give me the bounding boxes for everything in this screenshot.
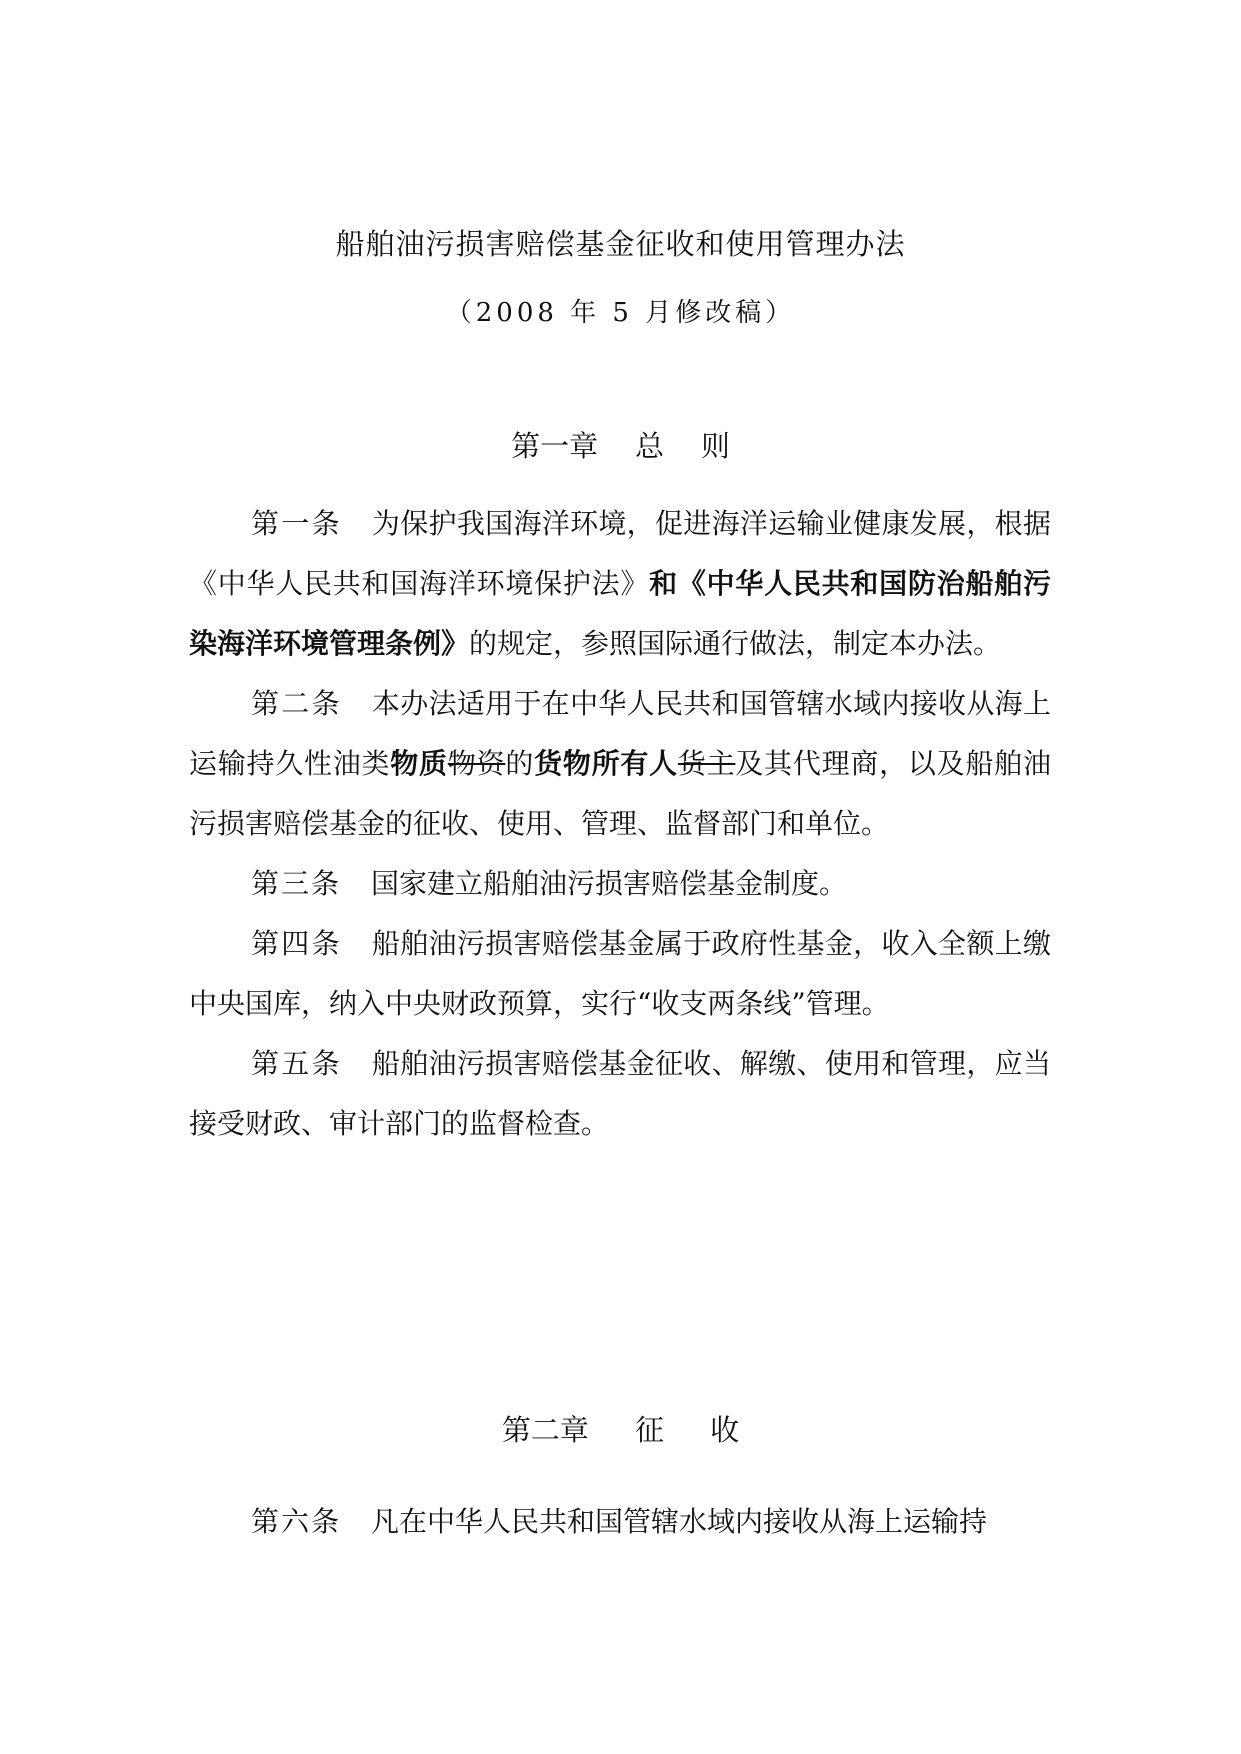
chapter-heading-1: 第一章 总 则 [511, 429, 730, 463]
article-text-bold: 和《中华人民共和国防治船舶污染海洋环境管理条例》 [189, 567, 1051, 660]
article-text: 凡在中华人民共和国管辖水域内接收从海上运输持 [371, 1505, 988, 1538]
deleted-text: 物资 [447, 747, 506, 780]
article-number: 第六条 [251, 1505, 342, 1538]
article-text: 的 [505, 747, 535, 780]
article-4 [189, 914, 1051, 1034]
article-text: 船舶油污损害赔偿基金属于政府性基金，收入全额上缴中央国库，纳入中央财政预算，实行“收支两条线”管理。 [189, 927, 1051, 1020]
inserted-text: 货物所有人 [534, 747, 678, 780]
article-6 [189, 1492, 1051, 1552]
article-number: 第三条 [251, 867, 342, 900]
article-2 [189, 674, 1051, 854]
article-number: 第一条 [251, 507, 342, 540]
chapter-1-body [189, 494, 1051, 1154]
article-number: 第五条 [251, 1047, 342, 1080]
document-title: 船舶油污损害赔偿基金征收和使用管理办法 [335, 227, 906, 261]
article-text: 为保护我国海洋环境，促进海洋运输业健康发展，根据《中华人民共和国海洋环境保护法》 [189, 507, 1051, 600]
document-subtitle: （2008 年 5 月修改稿） [445, 298, 796, 328]
chapter-2-body [189, 1492, 1051, 1552]
deleted-text: 货主 [677, 747, 736, 780]
article-number: 第四条 [251, 927, 342, 960]
chapter-heading-2: 第二章 征 收 [501, 1413, 740, 1447]
article-1 [189, 494, 1051, 674]
article-text: 本办法适用于在中华人民共和国管辖水域内接收从海上运输持久性油类 [189, 687, 1051, 780]
article-3 [189, 854, 1051, 914]
article-text: 及其代理商，以及船舶油污损害赔偿基金的征收、使用、管理、监督部门和单位。 [189, 747, 1051, 840]
inserted-text: 物质 [390, 747, 448, 780]
article-text: 的规定，参照国际通行做法，制定本办法。 [469, 627, 1002, 660]
article-number: 第二条 [251, 687, 342, 720]
article-text: 船舶油污损害赔偿基金征收、解缴、使用和管理，应当接受财政、审计部门的监督检查。 [189, 1047, 1051, 1140]
article-5 [189, 1034, 1051, 1154]
article-text: 国家建立船舶油污损害赔偿基金制度。 [371, 867, 848, 900]
